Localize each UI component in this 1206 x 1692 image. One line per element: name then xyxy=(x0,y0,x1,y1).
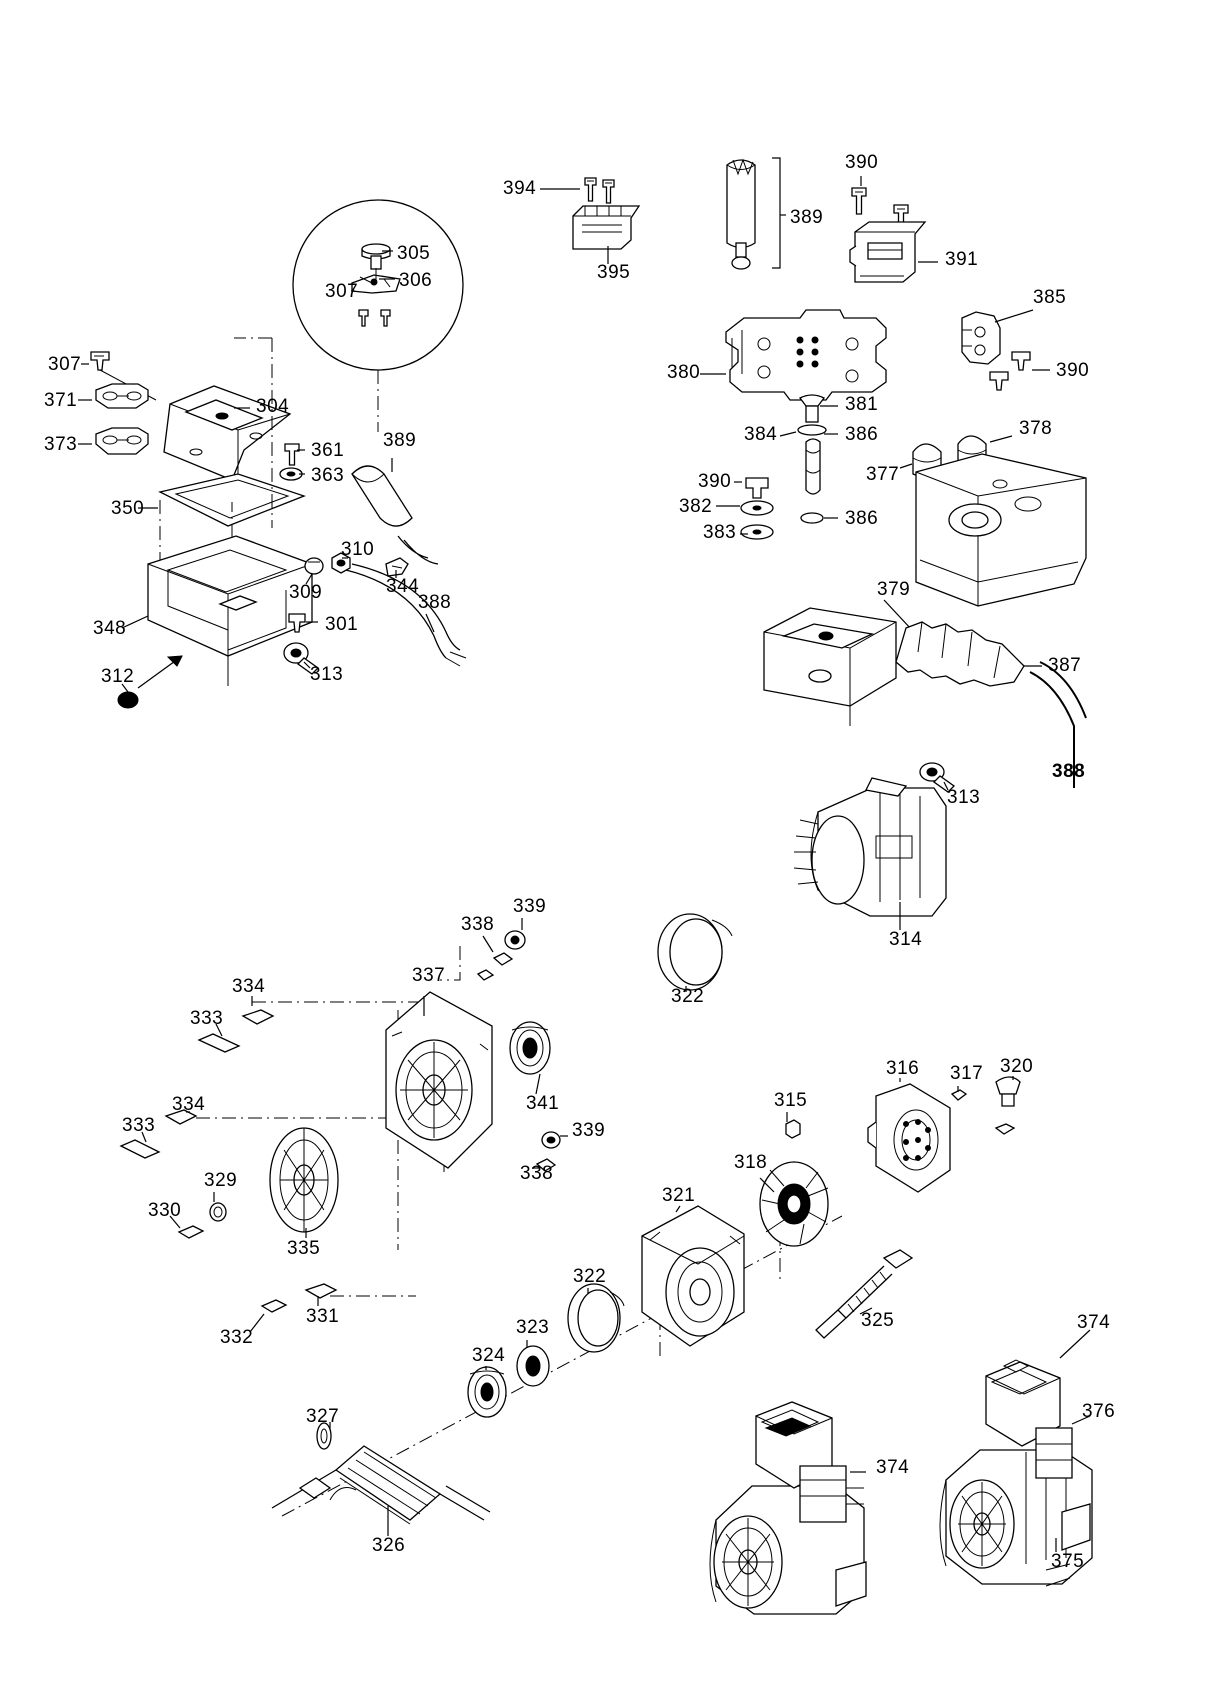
callout-377: 377 xyxy=(866,464,900,485)
callout-373: 373 xyxy=(44,434,78,455)
part-386-washer-a xyxy=(798,425,826,435)
callout-385: 385 xyxy=(1033,287,1067,308)
part-394-screws xyxy=(585,178,614,203)
part-373-bracket xyxy=(96,428,148,454)
callout-374-right: 374 xyxy=(1077,1312,1111,1333)
callout-388-bold: 388 xyxy=(1052,761,1086,782)
callout-380: 380 xyxy=(667,362,701,383)
callout-334-upper: 334 xyxy=(232,976,266,997)
callout-304: 304 xyxy=(256,396,290,417)
part-390-screw-left xyxy=(746,478,768,498)
callout-390-right: 390 xyxy=(1056,360,1090,381)
part-382-washer xyxy=(741,501,773,515)
callout-330: 330 xyxy=(148,1200,182,1221)
part-322-oring-lower xyxy=(568,1284,624,1352)
callout-315: 315 xyxy=(774,1090,808,1111)
callout-339-lower: 339 xyxy=(572,1120,606,1141)
callout-327: 327 xyxy=(306,1406,340,1427)
part-395-terminal-block xyxy=(573,206,639,249)
part-386-washer-b xyxy=(801,513,823,523)
callout-344: 344 xyxy=(386,576,420,597)
callout-333-upper: 333 xyxy=(190,1008,224,1029)
part-314-stator xyxy=(794,778,946,916)
callout-307-left: 307 xyxy=(48,354,82,375)
callout-394: 394 xyxy=(503,178,537,199)
part-323-washer xyxy=(517,1346,549,1386)
callout-338-upper: 338 xyxy=(461,914,495,935)
part-384-pin xyxy=(806,439,820,494)
callout-376: 376 xyxy=(1082,1401,1116,1422)
callout-314: 314 xyxy=(889,929,923,950)
callout-309: 309 xyxy=(289,582,323,603)
callout-317: 317 xyxy=(950,1063,984,1084)
part-332-pin xyxy=(262,1300,286,1312)
part-341-bearing xyxy=(510,1022,550,1074)
part-330-pin xyxy=(179,1226,203,1238)
part-317-pin xyxy=(952,1090,966,1100)
callout-331: 331 xyxy=(306,1306,340,1327)
callout-322-upper: 322 xyxy=(671,986,705,1007)
part-318-fan xyxy=(760,1162,828,1246)
callout-389-coil: 389 xyxy=(383,430,417,451)
callout-323: 323 xyxy=(516,1317,550,1338)
part-385-block xyxy=(962,312,1000,364)
callout-313-right: 313 xyxy=(947,787,981,808)
callout-374-left: 374 xyxy=(876,1457,910,1478)
callout-335: 335 xyxy=(287,1238,321,1259)
callout-348: 348 xyxy=(93,618,127,639)
callout-332: 332 xyxy=(220,1327,254,1348)
callout-307-detail: 307 xyxy=(325,281,359,302)
callout-379: 379 xyxy=(877,579,911,600)
part-383-washer xyxy=(741,525,773,539)
callout-378: 378 xyxy=(1019,418,1053,439)
part-339-upper xyxy=(505,931,525,949)
callout-363: 363 xyxy=(311,465,345,486)
callout-391: 391 xyxy=(945,249,979,270)
part-379-base-box xyxy=(764,608,896,726)
callout-324: 324 xyxy=(472,1345,506,1366)
part-339-lower xyxy=(542,1132,560,1148)
callout-395: 395 xyxy=(597,262,631,283)
part-320-pin-small xyxy=(996,1124,1014,1134)
callout-381: 381 xyxy=(845,394,879,415)
part-329-bushing xyxy=(210,1203,226,1221)
callout-382: 382 xyxy=(679,496,713,517)
callout-333-lower: 333 xyxy=(122,1115,156,1136)
callout-318: 318 xyxy=(734,1152,768,1173)
callout-337: 337 xyxy=(412,965,446,986)
callout-306: 306 xyxy=(399,270,433,291)
part-309-grommet xyxy=(305,558,323,574)
callout-329: 329 xyxy=(204,1170,238,1191)
callout-316: 316 xyxy=(886,1058,920,1079)
detail-circle-group xyxy=(293,200,463,370)
part-315-pin xyxy=(786,1120,800,1138)
callout-389-top: 389 xyxy=(790,207,824,228)
callout-350: 350 xyxy=(111,498,145,519)
part-379-cover xyxy=(916,454,1086,606)
part-337-endbell xyxy=(386,992,492,1168)
callout-312: 312 xyxy=(101,666,135,687)
part-389-capacitor-top xyxy=(727,160,755,269)
callout-305: 305 xyxy=(397,243,431,264)
callout-341: 341 xyxy=(526,1093,560,1114)
callout-320: 320 xyxy=(1000,1056,1034,1077)
callout-310: 310 xyxy=(341,539,375,560)
callout-375: 375 xyxy=(1051,1551,1085,1572)
part-322-oring-upper xyxy=(658,914,732,990)
callout-390-left: 390 xyxy=(698,471,732,492)
part-335-wheel xyxy=(270,1128,338,1232)
callout-361: 361 xyxy=(311,440,345,461)
callout-390-top: 390 xyxy=(845,152,879,173)
callout-388-left: 388 xyxy=(418,592,452,613)
part-374-motor-left xyxy=(710,1402,866,1614)
callout-325: 325 xyxy=(861,1310,895,1331)
callout-371: 371 xyxy=(44,390,78,411)
part-381-screw xyxy=(800,395,824,422)
part-321-frame xyxy=(642,1206,744,1346)
part-371-bracket xyxy=(96,384,148,408)
callout-313-left: 313 xyxy=(310,664,344,685)
part-391-switch-block xyxy=(850,222,925,282)
part-326-armature xyxy=(272,1446,490,1524)
callout-386-b: 386 xyxy=(845,508,879,529)
callout-384: 384 xyxy=(744,424,778,445)
callout-334-lower: 334 xyxy=(172,1094,206,1115)
callout-339-upper: 339 xyxy=(513,896,547,917)
callout-326: 326 xyxy=(372,1535,406,1556)
callout-301: 301 xyxy=(325,614,359,635)
callout-338-lower: 338 xyxy=(520,1163,554,1184)
part-324-bearing xyxy=(468,1367,506,1417)
callout-383: 383 xyxy=(703,522,737,543)
part-338-upper xyxy=(478,953,512,980)
callout-387: 387 xyxy=(1048,655,1082,676)
callout-322-lower: 322 xyxy=(573,1266,607,1287)
part-316-plate xyxy=(868,1084,950,1192)
part-320-screw xyxy=(996,1077,1020,1106)
part-380-plate xyxy=(726,310,886,400)
part-344-clip xyxy=(386,558,408,576)
part-307-screw-left xyxy=(91,352,109,370)
callout-321: 321 xyxy=(662,1185,696,1206)
callout-386-a: 386 xyxy=(845,424,879,445)
